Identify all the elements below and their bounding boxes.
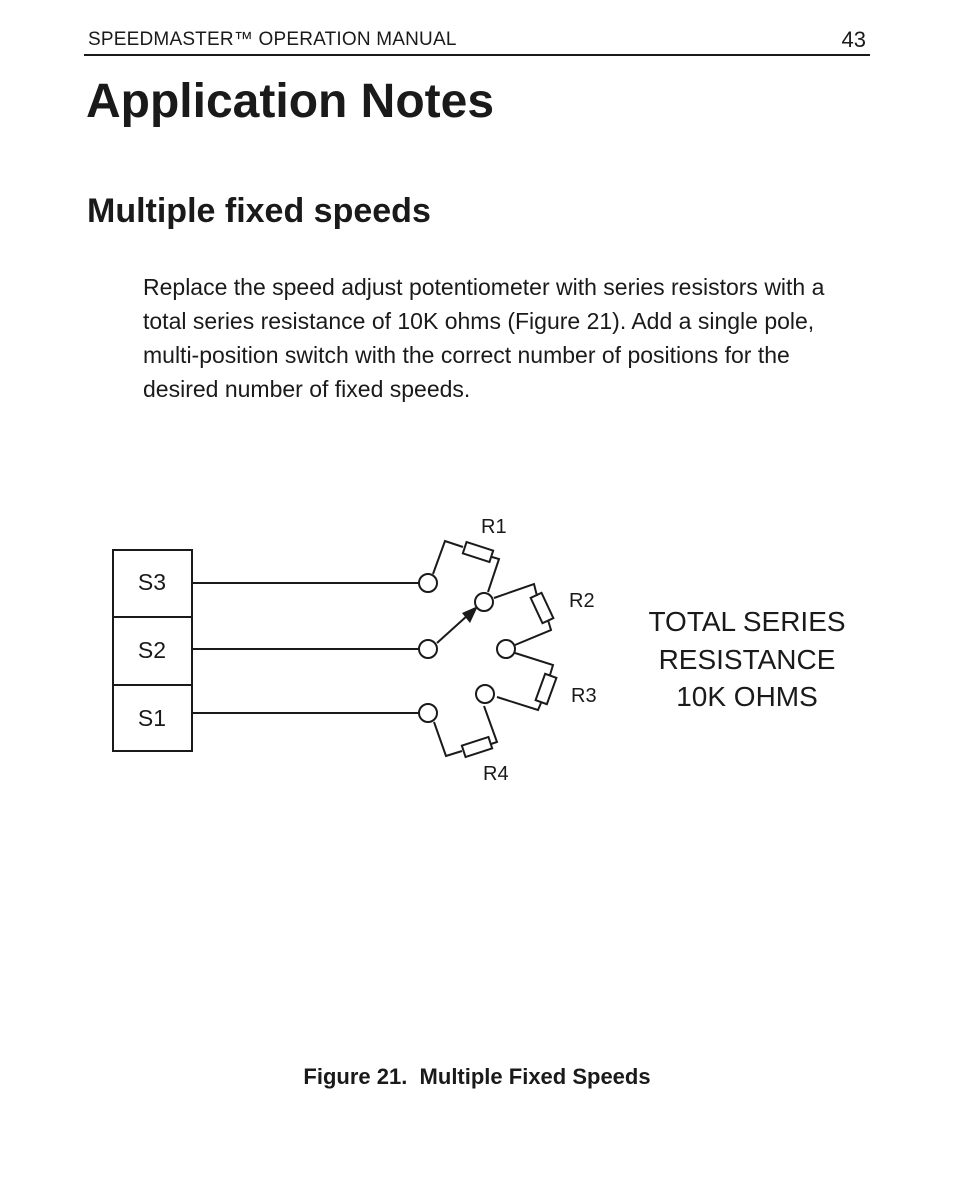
- terminal-label-s3: S3: [137, 569, 167, 595]
- figure-caption: Figure 21. Multiple Fixed Speeds: [303, 1064, 651, 1089]
- wire-r2-bottom: [515, 620, 551, 645]
- section-title: Multiple fixed speeds: [87, 192, 431, 230]
- wire-r3-top: [515, 653, 553, 675]
- contact-r2-r3: [497, 640, 515, 658]
- resistor-r4: [462, 737, 492, 757]
- contact-s1: [419, 704, 437, 722]
- resistor-r3: [536, 674, 557, 704]
- resistor-label-r3: R3: [571, 685, 597, 707]
- section-body: Replace the speed adjust potentiometer with series resistors with a total series resistance of 10K ohms (Figure 21). Add a single pole, multi-position switch with the correct number of positions for the desired number of fixed speeds.: [143, 274, 825, 402]
- resistor-r1: [463, 542, 493, 562]
- note-line-1: TOTAL SERIES: [648, 606, 846, 637]
- wire-r4-left: [434, 722, 462, 756]
- page-title: Application Notes: [86, 75, 495, 128]
- manual-title: SPEEDMASTER™ OPERATION MANUAL: [88, 29, 457, 50]
- resistor-label-r1: R1: [481, 516, 507, 538]
- page-number: 43: [841, 27, 866, 52]
- contact-r3-r4: [476, 685, 494, 703]
- terminal-label-s1: S1: [137, 705, 167, 731]
- terminal-label-s2: S2: [137, 637, 167, 663]
- switch-wiper: [437, 615, 468, 643]
- switch-schematic: [0, 500, 954, 800]
- note-line-2: RESISTANCE: [658, 644, 836, 675]
- resistor-label-r2: R2: [569, 590, 595, 612]
- contact-r1-r2: [475, 593, 493, 611]
- wire-r1-left: [433, 541, 463, 574]
- schematic-figure: [0, 500, 954, 800]
- contact-s2-common: [419, 640, 437, 658]
- resistor-label-r4: R4: [483, 763, 509, 785]
- contact-s3: [419, 574, 437, 592]
- wire-r2-top: [494, 584, 537, 598]
- wire-r3-bottom: [497, 697, 541, 710]
- resistor-r2: [531, 593, 554, 623]
- header-divider: [84, 54, 870, 56]
- wiper-arrow-icon: [462, 606, 478, 623]
- note-line-3: 10K OHMS: [676, 681, 818, 712]
